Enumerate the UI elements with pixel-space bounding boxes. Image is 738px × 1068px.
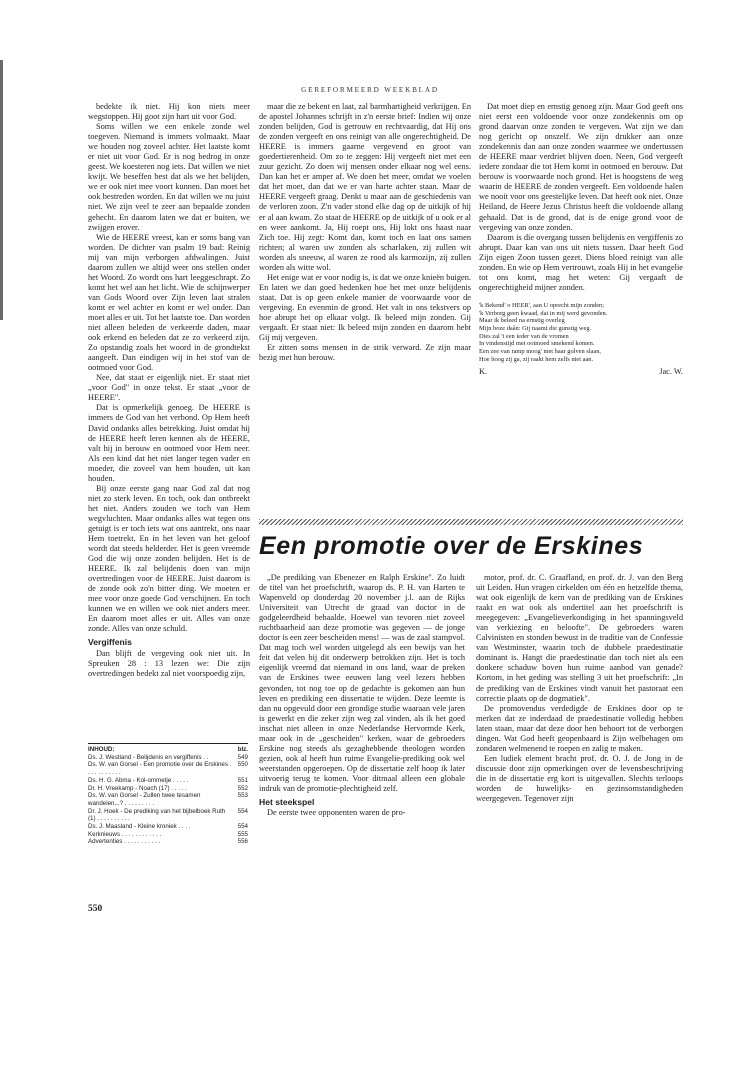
signature-left: K. bbox=[479, 366, 488, 376]
article-col2-body bbox=[476, 573, 683, 804]
toc-entry-page: 553 bbox=[237, 792, 248, 800]
paragraph: Soms willen we een enkele zonde wel toegeven. Niemand is immers volmaakt. Maar we houden nog zoveel achter. Het laatste komt er niet uit voor God. Er is nog bedrog in onze geest. We koesteren nog iets. Dat willen we niet kwijt. We beseffen best dat als we het belijden, we er ook niet mee voort kunnen. Dan moet het ook bestreden worden. En dat willen we nu juist niet. We zijn veel te zeer aan bepaalde zonden gehecht. En daarom laten we dat er buiten, we zwijgen erover. bbox=[88, 122, 250, 232]
psalm-verse bbox=[479, 302, 683, 364]
toc-entry bbox=[88, 823, 248, 831]
toc-entry bbox=[88, 785, 248, 793]
paragraph: Dat is opmerkelijk genoeg. De HEERE is immers de God van het verbond. Op Hem heeft David ondanks alles betrekking. Juist omdat hij de HEERE heeft leren kennen als de HEERE, valt hij in berouw en ootmoed voor Hem neer. Als een kind dat het niet langer tegen vader en moeder, die zoveel van hem houden, uit kan houden. bbox=[88, 403, 250, 483]
binding-edge bbox=[0, 60, 3, 320]
toc-entry-title: Advertenties . . . . . . . . . . . bbox=[88, 838, 161, 846]
paragraph: Nee, dat staat er eigenlijk niet. Er staat niet „voor God" in onze tekst. Er staat „voor de HEERE". bbox=[88, 373, 250, 403]
toc-entry bbox=[88, 808, 248, 823]
toc-entry-page: 552 bbox=[237, 784, 248, 792]
toc-entry-title: Ds. W. van Gorsel - Een promotie over de Erskines . . . . . . . . . . . bbox=[88, 761, 232, 777]
article-title: Een promotie over de Erskines bbox=[259, 532, 644, 560]
column-1 bbox=[88, 102, 250, 678]
paragraph: Een ludiek element bracht prof. dr. O. J. de Jong in de discussie door zijn opmerkingen over de levensbeschrijving die in de dissertatie erg kort is uitgevallen. Slechts terloops worden de huwelijks- en gezinsomstandigheden weergegeven. Tegenover zijn bbox=[476, 753, 683, 804]
paragraph: Dan blijft de vergeving ook niet uit. In Spreuken 28 : 13 lezen we: Die zijn overtredingen bedekt zal niet voorspoedig zijn, bbox=[88, 648, 250, 678]
col2-body bbox=[259, 102, 471, 363]
paragraph: Wie de HEERE vreest, kan er soms bang van worden. De dichter van psalm 19 bad: Reinig mij van mijn verborgen afdwalingen. Juist daarom zullen we altijd weer ons stellen onder het Woord. Zo wordt ons hart leeggeschrapt. Zo komt het wel aan het licht. Wie de schijnwerper van Gods Woord over Zijn leven laat stralen komt er wel achter en komt er wel onder. Dan moet alles er uit. Tot het laatste toe. Dan worden niet alleen beleden de verkeerde daden, maar ook erkend en beleden dat ze zo verkeerd zijn. Zo opstandig zoals het woord in de grondtekst aangeeft. Dan eindigen wij in het stof van de ootmoed voor God. bbox=[88, 232, 250, 373]
toc-entry bbox=[88, 831, 248, 839]
toc-entry bbox=[88, 761, 248, 776]
paragraph: De promovendus verdedigde de Erskines door op te merken dat ze inderdaad de praedestinatie volledig hebben laten staan, maar dat deze door hen behoort tot de verborgen dingen. Wat God heeft geopenbaard is Zijn welbehagen om zondaren welmenend te roepen en zalig te maken. bbox=[476, 703, 683, 753]
paragraph: De eerste twee opponenten waren de pro- bbox=[267, 808, 406, 818]
toc-entry-title: Ds. H. G. Abma - Kol-ommetje . . . . . bbox=[88, 776, 189, 784]
paragraph: bedekte ik niet. Hij kon niets meer wegstoppen. Hij goot zijn hart uit voor God. bbox=[88, 102, 250, 122]
article-divider bbox=[259, 519, 683, 525]
toc-entry-page: 555 bbox=[237, 830, 248, 838]
toc-entry-page: 549 bbox=[237, 753, 248, 761]
toc-entry-title: Ds. W. van Gorsel - Zullen twee tesamen wandelen...? . . . . . . . . . bbox=[88, 792, 201, 807]
col3-body bbox=[479, 102, 683, 293]
verse-line: 'k Verborg geen kwaad, dat in mij werd gevonden. bbox=[479, 309, 608, 317]
article-col1-after bbox=[259, 808, 465, 818]
col1-body bbox=[88, 102, 250, 634]
signature-right: Jac. W. bbox=[659, 366, 683, 376]
toc-heading: INHOUD: bbox=[88, 746, 115, 753]
article-column-2 bbox=[476, 573, 683, 903]
toc-entry-page: 551 bbox=[237, 776, 248, 784]
paragraph: Bij onze eerste gang naar God zal dat nog niet zo sterk leven. En toch, ook dan ontbreekt het niet. Anders zouden we toch van Hem wegvluchten. Maar ondanks alles wat tegen ons getuigt is er toch iets wat ons aantrekt, ons naar Hem toetrekt. En in het leven van het geloof wordt dat steeds helderder. Het is geen vreemde God die wij onze zonden belijden. Het is de HEERE. Ik zal belijdenis doen van mijn overtredingen voor de HEERE. Juist daarom is de zonde ook zo'n bitter ding. We moeten er mee voor onze goede God verschijnen. En toch kunnen we en willen we ook niet anders meer. En daarom moet alles er uit. Alles van onze zonde. Alles van onze schuld. bbox=[88, 483, 250, 634]
toc-entry bbox=[88, 777, 248, 785]
toc-entry-title: Dr. H. Vreekamp - Noach (17) . . . . . bbox=[88, 784, 187, 792]
toc-entry-page: 554 bbox=[237, 807, 248, 815]
page-number: 550 bbox=[88, 904, 103, 914]
col1-after bbox=[88, 649, 250, 679]
verse-line: Dies zal 't een ieder van de vromen bbox=[479, 332, 569, 340]
signature-line bbox=[479, 367, 683, 377]
paragraph: Dat moet diep en ernstig genoeg zijn. Maar God geeft ons niet eerst een voldoende voor onze zondekennis om op grond daarvan onze zonden te vergeven. Wat zijn we dan nog gericht op onszelf. We zijn drukker aan onze zondekennis dan aan onze zonden waarmee we ondertussen de HEERE maar verdriet blijven doen. Neen, God vergeeft iedere zondaar die tot Hem komt in ootmoed en berouw. Dat berouw is voorwaarde noch grond. Het is hoogstens de weg waarin de HEERE de zonden vergeeft. Een voldoende halen we nooit voor ons geestelijke leven. Dat heeft ook niet. Onze Heiland, de Heere Jezus Christus heeft die voldoende allang gehaald. Dat is de grond, dat is de enige grond voor de vergeving van onze zonden. bbox=[479, 102, 683, 232]
table-of-contents bbox=[88, 743, 248, 846]
verse-line: In vindenstijd met ootmoed smekend komen. bbox=[479, 340, 595, 348]
paragraph: maar die ze bekent en laat, zal barmhartigheid verkrijgen. En de apostel Johannes schrijft in z'n eerste brief: Indien wij onze zonden belijden, God is getrouw en rechtvaardig, dat Hij ons de zonden vergeeft en ons reinigt van alle ongerechtigheid. De HEERE is immers gaarne vergevend en groot van goedertierenheid. Om zo te zeggen: Hij vergeeft niet met een zuur gezicht. Zo doen wij mensen onder elkaar nog wel eens. Dan kan het er amper af. We doen het meer, omdat we voelen dat het moet, dan dat we er van harte achter staan. Maar de HEERE vergeeft graag. Denkt u maar aan de geschiedenis van de verloren zoon. Z'n vader stond elke dag op de uitkijk of hij er al aan kwam. Zo staat de HEERE op de uitkijk of u ook er al en weer aankomt. Ja, Hij roept ons, Hij lokt ons haast naar Zich toe. Hij zegt: Komt dan, komt toch en laat ons samen richten; al waren uw zonden als scharlaken, zij zullen wit worden als sneeuw, al waren ze rood als karmozijn, zij zullen worden als witte wol. bbox=[259, 102, 471, 272]
paragraph: Daarom is die overgang tussen belijdenis en vergiffenis zo abrupt. Daar kan van ons uit niets tussen. Daar heeft God Zijn eigen Zoon tussen gezet. Diens bloed reinigt van alle zonden. En wie op Hem vertrouwt, zoals Hij in het evangelie tot ons komt, mag het weten: Gij vergaaft de ongerechtigheid mijner zonden. bbox=[479, 232, 683, 292]
toc-entry-page: 550 bbox=[237, 761, 248, 769]
verse-line: Hoe hoog zij ga, zij raakt hem zelfs niet aan. bbox=[479, 355, 594, 363]
toc-entry bbox=[88, 792, 248, 807]
column-2 bbox=[259, 102, 471, 512]
verse-line: 'k Bekend' o HEER', aan U oprecht mijn zonden; bbox=[479, 301, 605, 309]
toc-heading-right: blz. bbox=[237, 746, 248, 753]
verse-line: Een zee van ramp moog' met haar golven slaan, bbox=[479, 348, 601, 356]
verse-line: Mijn boze daân: Gij naamt die gunstig weg. bbox=[479, 325, 592, 332]
paragraph: Het enige wat er voor nodig is, is dat we onze knieën buigen. En laten we dan goed bedenken hoe het met onze belijdenis staat. Dat is op geen enkele manier de voorwaarde voor de vergeving. En evenmin de grond. Het valt in ons tekstvers op hoe abrupt het op elkaar volgt. Ik beleed mijn zonden. Gij vergaaft. Er staat niet: Ik beleed mijn zonden en daarom hebt Gij mij vergeven. bbox=[259, 272, 471, 343]
paragraph: Er zitten soms mensen in de strik verward. Ze zijn maar bezig met hun berouw. bbox=[259, 343, 471, 363]
subheading-steekspel: Het steekspel bbox=[259, 797, 315, 808]
toc-entry-title: Dr. J. Hoek - De prediking van het bijbelboek Ruth (1) . . . . . . . . . . bbox=[88, 807, 226, 823]
article-column-1 bbox=[259, 573, 465, 903]
toc-entry-title: Ds. J. Westland - Belijdenis en vergiffenis . . bbox=[88, 753, 209, 761]
subheading-vergiffenis: Vergiffenis bbox=[88, 637, 132, 648]
toc-entry-title: Ds. J. Maasland - Kleine kroniek . . . . bbox=[88, 823, 191, 831]
article-col1-body bbox=[259, 573, 465, 794]
column-3 bbox=[479, 102, 683, 502]
toc-entry-page: 554 bbox=[237, 823, 248, 831]
toc-header bbox=[88, 744, 248, 754]
toc-entry-page: 556 bbox=[237, 838, 248, 846]
verse-line: Maar ik beleed na ernstig overleg bbox=[479, 317, 565, 325]
paragraph: motor, prof. dr. C. Graafland, en prof. dr. J. van den Berg uit Leiden. Hun vragen cirkelden om één en hetzelfde thema, wat ook eigenlijk de kern van de prediking van de Erskines raakt en wat ook als ondertitel aan het proefschrift is meegegeven: „Evangelieverkondiging in het spanningsveld van verkiezing en beloofte". De gebroeders waren Calvinisten en stonden bewust in de traditie van de Confessie van Westminster, waarin toch de dubbele praedestinatie dominant is. Hangt die praedestinatie dan toch niet als een donkere schaduw boven hun ruime aanbod van genade? Kortom, in het geding was stelling 3 uit het proefschrift: „In de prediking van de Erskines vindt vanuit het pastoraat een correctie plaats op de dogmatiek". bbox=[476, 573, 683, 703]
toc-entry bbox=[88, 838, 248, 846]
toc-entries bbox=[88, 754, 248, 846]
running-head: GEREFORMEERD WEEKBLAD bbox=[301, 86, 439, 94]
toc-entry-title: Kerknieuws . . . . . . . . . . . . bbox=[88, 830, 162, 838]
paragraph: „De prediking van Ebenezer en Ralph Erskine". Zo luidt de titel van het proefschrift, waarop ds. P. H. van Harten te Wapenveld op donderdag 20 november j.l. aan de Rijks Universiteit van Utrecht de graad van doctor in de godgeleerdheid behaalde. Hoewel van tevoren niet zoveel ruchtbaarheid aan deze promotie was gegeven — de jonge doctor is een zeer bescheiden mens! — was de zaal stampvol. Dat mag toch wel worden uitgelegd als een bewijs van het feit dat velen bij dit onderwerp betrokken zijn. Het is toch eigenlijk vreemd dat niemand in ons land, waar de preken van de Erskines twee eeuwen lang veel lezers hebben gevonden, tot nog toe op de gedachte is gekomen aan hun leven en prediking een dissertatie te wijden. Deze leemte is dan nu opgevuld door een grondige studie waaraan vele jaren is gewerkt en die zeker zijn weg zal vinden, als ik het goed inschat niet alleen in onze Nederlandse Hervormde Kerk, maar ook in de „gescheiden" kerken, waar de gebroeders Erskine nog steeds als gezaghebbende theologen worden gezien, ook al heeft hun ruime Evangelie-prediking ook wel weerstanden opgeroepen. Op de dissertatie zelf hoop ik later uitvoerig terug te komen. Voor ditmaal alleen een globale indruk van de promotie-plechtigheid zelf. bbox=[259, 573, 465, 793]
toc-entry bbox=[88, 754, 248, 762]
